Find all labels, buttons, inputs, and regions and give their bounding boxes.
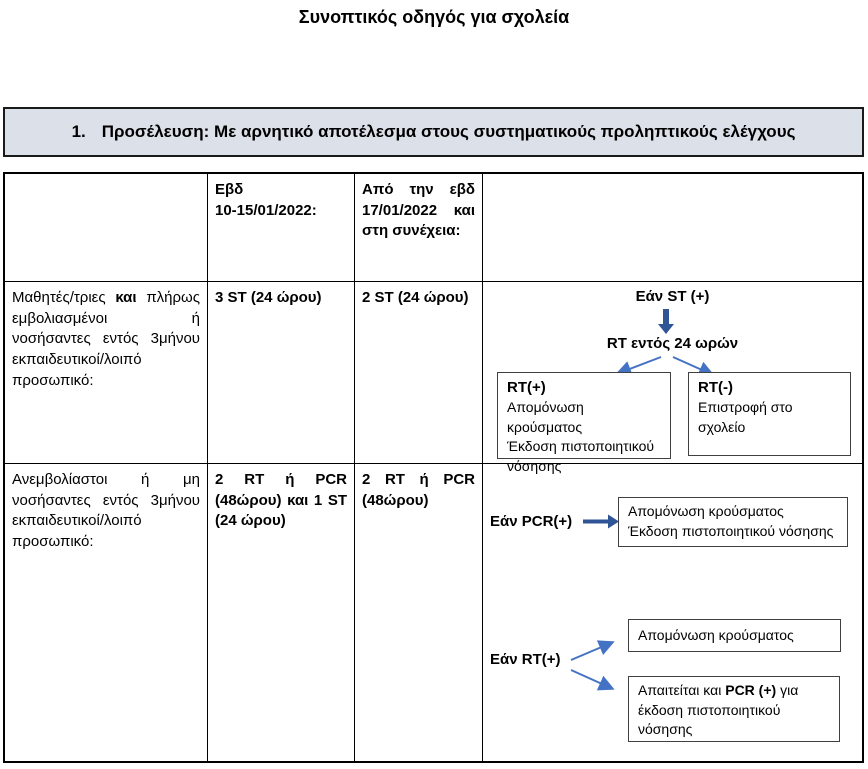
flow2-pcr-condition-label: Εάν PCR(+) (490, 513, 573, 530)
row-unvaccinated-week1: 2 RT ή PCR (48ώρου) και 1 ST (24 ώρου) (208, 464, 355, 761)
header-week1-line2: 10-15/01/2022: (215, 201, 317, 219)
rt-pcr-required-box (628, 676, 840, 742)
rt-positive-box (497, 372, 671, 474)
section-banner (3, 107, 864, 157)
rt-isolation-line: Απομόνωση κρούσματος (638, 627, 794, 643)
pcr-positive-line2: Έκδοση πιστοποιητικού νόσησης (628, 522, 834, 539)
row-vaccinated-week1: 3 ST (24 ώρου) (208, 282, 355, 464)
rt-negative-line1: Επιστροφή στο σχολείο (698, 399, 793, 435)
rt-negative-box (688, 372, 851, 456)
flow2-rt-condition-label: Εάν RT(+) (490, 651, 561, 668)
rt-positive-title: RT(+) (507, 379, 546, 396)
right-block-arrow-icon (583, 514, 619, 529)
row-vaccinated-label-bold: και (115, 289, 137, 306)
row-vaccinated-week2: 2 ST (24 ώρου) (355, 282, 483, 464)
row-unvaccinated-week2: 2 RT ή PCR (48ώρου) (355, 464, 483, 761)
table-header-week2: Από την εβδ 17/01/2022 και στη συνέχεια: (355, 174, 483, 282)
rt-positive-line2: Έκδοση πιστοποιητικού νόσησης (507, 438, 655, 474)
row-vaccinated-label-post: πλήρως εμβολιασμένοι ή νοσήσαντες εντός 3μήνου εκπαιδευτικοί/λοιπό προσωπικό: (12, 289, 200, 389)
section-banner-text: Προσέλευση: Με αρνητικό αποτέλεσμα στους συστηματικούς προληπτικούς ελέγχους (101, 122, 796, 141)
flow1-condition-label: Εάν ST (+) (635, 288, 710, 305)
pcr-positive-box (618, 497, 848, 547)
rt-pcr-required-pre: Απαιτείται και (638, 682, 726, 698)
flow1-step-label: RT εντός 24 ωρών (606, 335, 739, 352)
protocol-table (3, 172, 864, 763)
flowchart-pcr-rt (483, 464, 862, 761)
page-title: Συνοπτικός οδηγός για σχολεία (298, 7, 570, 27)
row-unvaccinated-label: Ανεμβολίαστοι ή μη νοσήσαντες εντός 3μήνου εκπαιδευτικοί/λοιπό προσωπικό: (5, 464, 208, 761)
table-header-week1 (208, 174, 355, 282)
rt-branch-arrows-icon (569, 632, 621, 694)
rt-negative-title: RT(-) (698, 379, 733, 396)
table-header-flow (483, 174, 862, 282)
rt-pcr-required-bold: PCR (+) (725, 682, 777, 698)
header-week1-line1: Εβδ (215, 181, 244, 198)
rt-positive-line1: Απομόνωση κρούσματος (507, 399, 584, 435)
row-vaccinated-label-pre: Μαθητές/τριες (12, 289, 116, 306)
pcr-positive-line1: Απομόνωση κρούσματος (628, 503, 784, 519)
table-header-empty (5, 174, 208, 282)
down-block-arrow-icon (658, 309, 674, 334)
rt-isolation-box (628, 619, 841, 652)
row-vaccinated-label (5, 282, 208, 464)
flowchart-st-positive (483, 282, 862, 474)
section-number: 1. (71, 122, 86, 141)
rt-pcr-required-post: για έκδοση πιστοποιητικού νόσησης (638, 682, 799, 738)
